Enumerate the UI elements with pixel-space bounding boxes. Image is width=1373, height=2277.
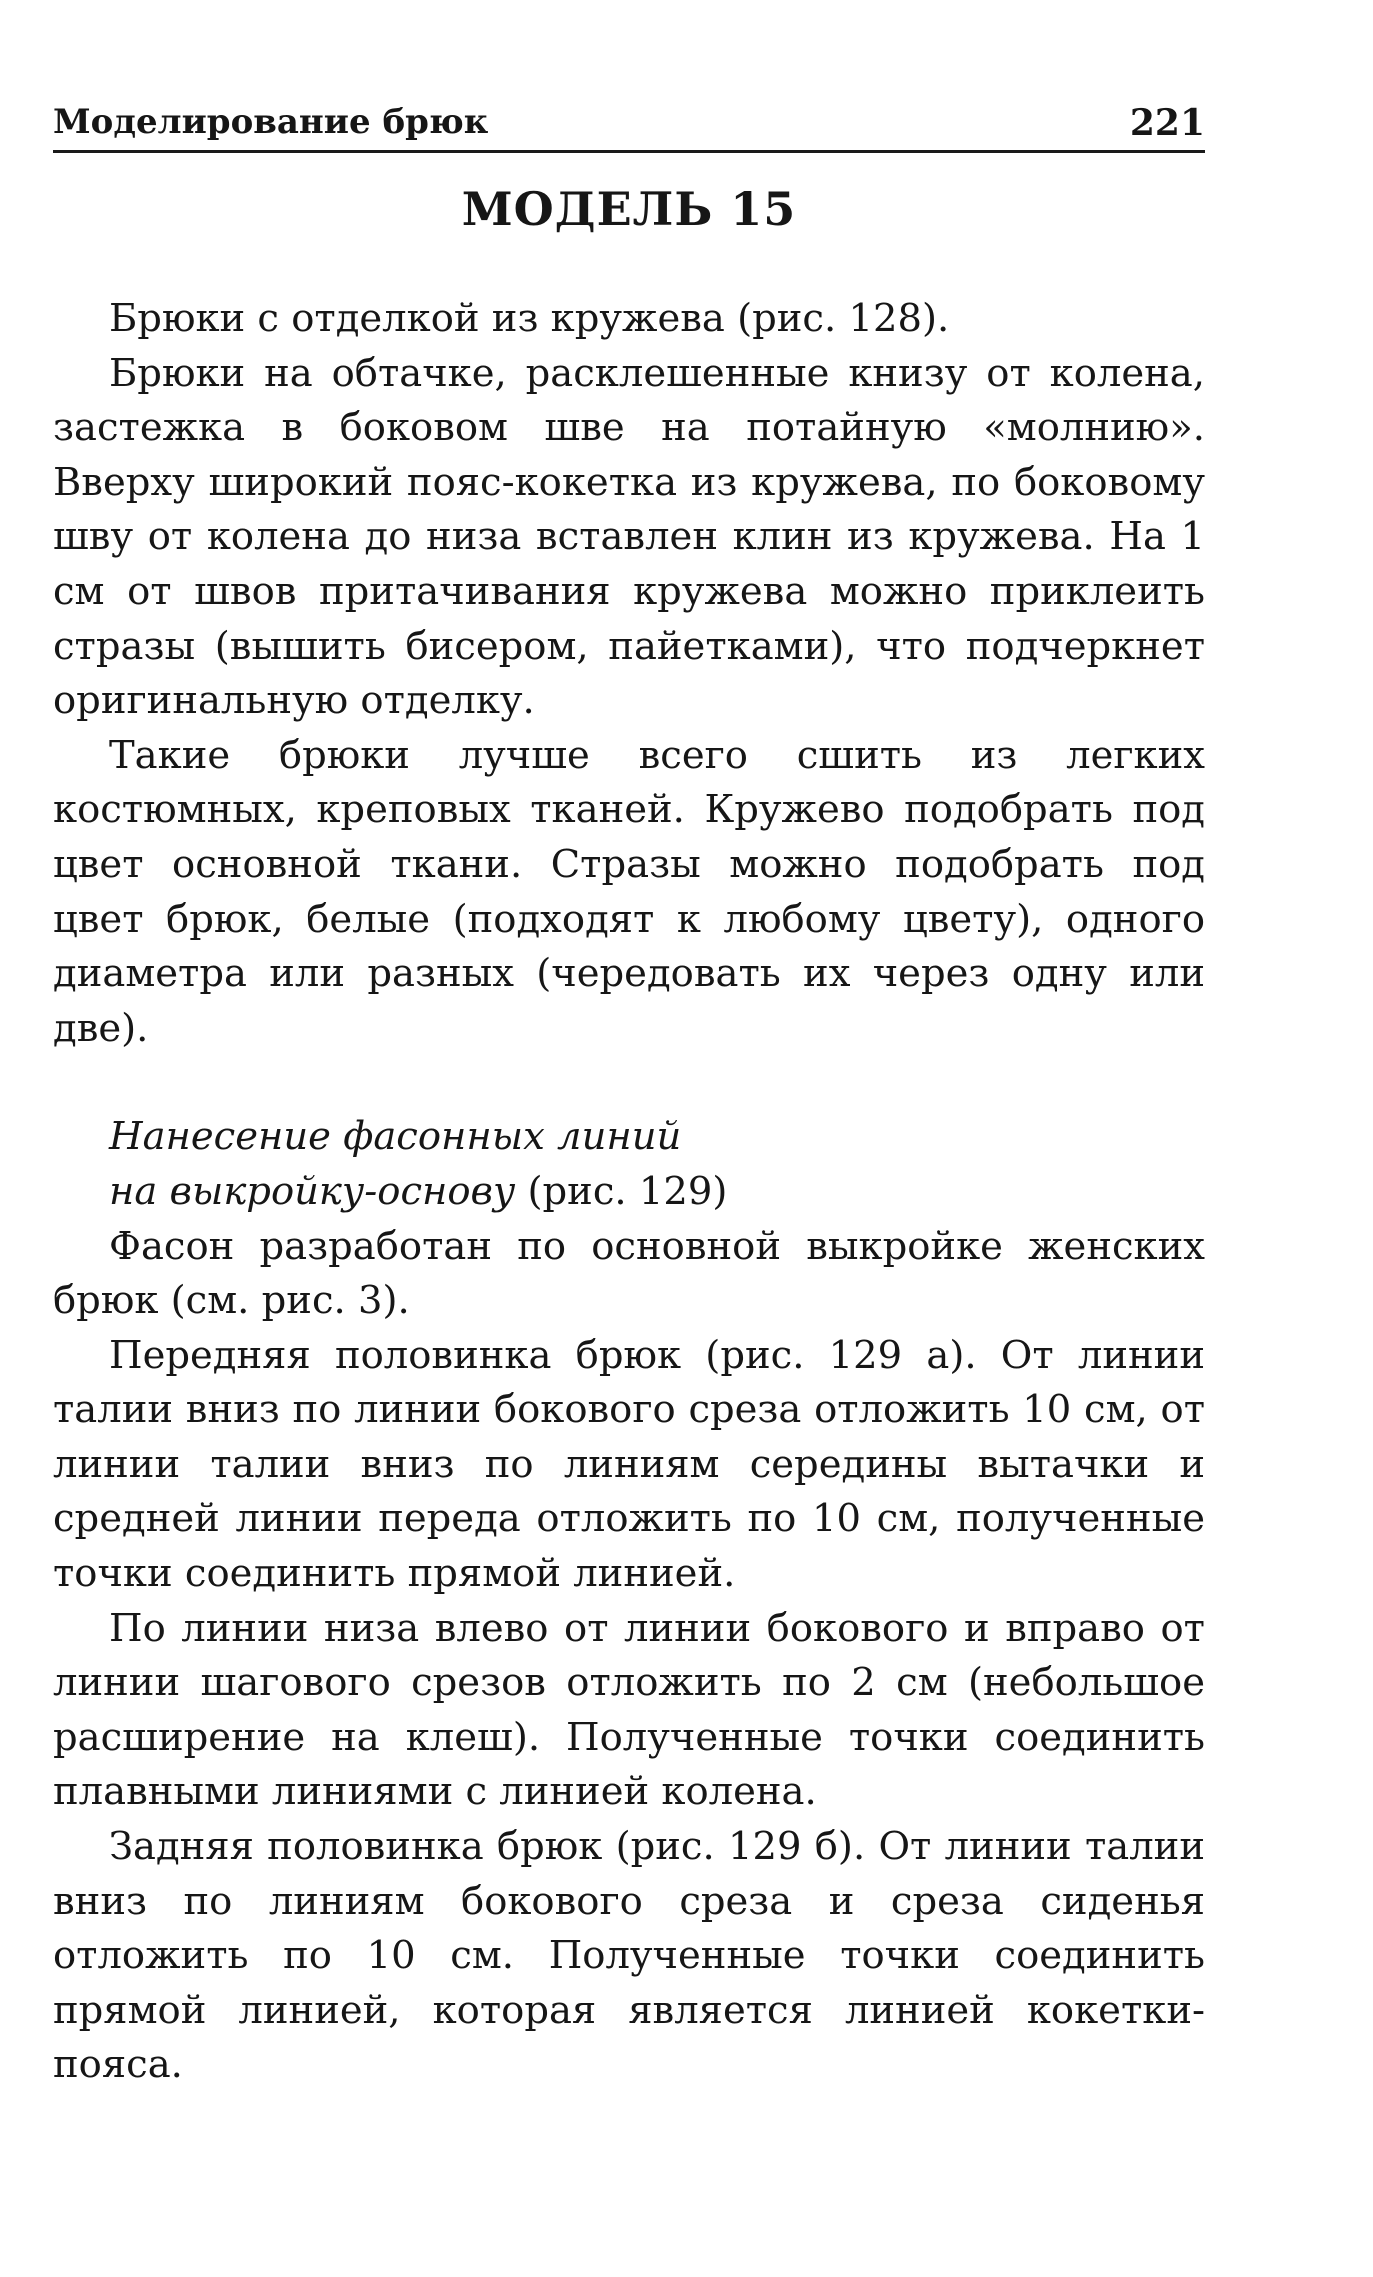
paragraph-back-half: Задняя половинка брюк (рис. 129 б). От линии талии вниз по линиям бокового среза и среза сиденья отложить по 10 см. Полученные точки соединить прямой линией, которая является линией кокетки-пояса. xyxy=(53,1824,1205,2088)
running-title: Моделирование брюк xyxy=(53,102,489,142)
running-header xyxy=(53,98,1205,153)
section-title: МОДЕЛЬ 15 xyxy=(461,182,797,236)
book-page xyxy=(53,0,1205,2277)
subheading-line-2 xyxy=(109,1165,1205,1220)
paragraph-hem: По линии низа влево от линии бокового и вправо от линии шагового срезов отложить по 2 см (небольшое расширение на клеш). Полученные точки соединить плавными линиями с линией колена. xyxy=(53,1605,1205,1815)
paragraph-intro: Брюки с отделкой из кружева (рис. 128). xyxy=(109,296,950,341)
paragraph-basis: Фасон разработан по основной выкройке женских брюк (см. рис. 3). xyxy=(53,1223,1205,1324)
paragraph-front-half: Передняя половинка брюк (рис. 129 а). От линии талии вниз по линии бокового среза отложить 10 см, от линии талии вниз по линиям середины вытачки и средней линии переда отложить по 10 см, полученные точки соединить прямой линией. xyxy=(53,1332,1205,1597)
subheading-figure-ref: (рис. 129) xyxy=(515,1168,728,1214)
paragraph-description: Брюки на обтачке, расклешенные книзу от колена, застежка в боковом шве на потайную «молнию». Вверху широкий пояс-кокетка из кружева, по боковому шву от колена до низа вставлен клин из кружева. На 1 см от швов притачивания кружева можно приклеить стразы (вышить бисером, пайетками), что подчеркнет оригинальную отделку. xyxy=(53,350,1205,724)
subheading xyxy=(53,1110,1205,1219)
subheading-italic: на выкройку-основу xyxy=(109,1168,516,1214)
paragraph-fabric: Такие брюки лучше всего сшить из легких костюмных, креповых тканей. Кружево подобрать под цвет основной ткани. Стразы можно подобрать под цвет брюк, белые (подходят к любому цвету), одного диаметра или разных (чередовать их через одну или две). xyxy=(53,732,1205,1051)
subheading-line-1: Нанесение фасонных линий xyxy=(109,1114,682,1160)
body-text xyxy=(53,292,1205,2093)
page-number: 221 xyxy=(1129,102,1205,144)
section-gap xyxy=(53,1056,1205,1110)
